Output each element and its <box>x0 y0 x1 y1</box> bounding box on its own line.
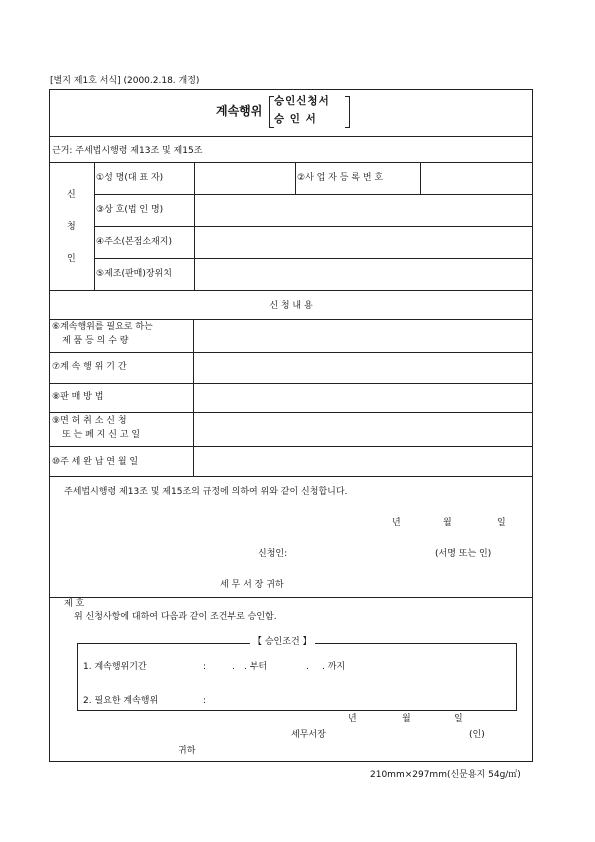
quantity-label-line1: ⑥계속행위를 필요로 하는 <box>52 322 153 332</box>
name-label: ①성 명(대 표 자) <box>96 173 164 183</box>
declaration-date-day: 일 <box>497 518 506 528</box>
divider <box>50 412 532 413</box>
condition-period-label: 1. 계속행위기간 <box>83 662 147 672</box>
declaration-date-month: 월 <box>443 518 452 528</box>
legal-basis: 근거: 주세법시행령 제13조 및 제15조 <box>52 146 203 156</box>
condition-period-colon: : <box>203 662 207 672</box>
tax-office-head: 세무서장 <box>291 730 326 740</box>
approval-number: 제 호 <box>64 599 85 609</box>
tax-paid-date-label: ⑩주 세 완 납 연 월 일 <box>52 457 139 467</box>
form-title: 계속행위 <box>216 104 263 118</box>
applicant-side-label-2: 청 <box>67 222 76 232</box>
condition-action-colon: : <box>203 696 207 706</box>
applicant-signature-label: 신청인: <box>258 549 288 559</box>
period-label: ⑦계 속 행 위 기 간 <box>52 362 127 372</box>
applicant-side-label-3: 인 <box>67 254 76 264</box>
divider <box>50 446 532 447</box>
approval-text: 위 신청사항에 대하여 다음과 같이 조건부로 승인함. <box>74 612 277 622</box>
title-option-approval: 승 인 서 <box>274 113 317 125</box>
applicant-side-label-1: 신 <box>67 190 76 200</box>
trade-name-label: ③상 호(법 인 명) <box>96 205 164 215</box>
quantity-label-line2: 제 품 등 의 수 량 <box>62 336 129 346</box>
approval-date-day: 일 <box>454 714 463 724</box>
conditions-title: 【 승인조건 】 <box>250 637 315 648</box>
divider <box>50 290 532 291</box>
approval-date-month: 월 <box>402 714 411 724</box>
approval-date-year: 년 <box>348 714 357 724</box>
sales-method-label: ⑧판 매 방 법 <box>52 392 104 402</box>
divider <box>50 162 532 163</box>
divider <box>295 162 296 194</box>
divider <box>94 258 532 259</box>
divider <box>94 194 532 195</box>
declaration-date-year: 년 <box>392 518 401 528</box>
title-option-application: 승인신청서 <box>274 95 330 107</box>
tax-office-addressee: 세 무 서 장 귀하 <box>220 580 284 590</box>
paper-spec: 210mm×297mm(신문용지 54g/㎡) <box>370 770 521 780</box>
divider <box>193 319 194 476</box>
divider <box>94 226 532 227</box>
divider <box>50 136 532 137</box>
condition-period-from: . 부터 <box>244 662 268 672</box>
divider <box>50 319 532 320</box>
condition-period-to: . 까지 <box>322 662 346 672</box>
condition-period-dot2: . <box>306 662 309 672</box>
divider <box>420 162 421 194</box>
divider <box>50 383 532 384</box>
license-label-line2: 또 는 폐 지 신 고 일 <box>62 430 141 440</box>
form-reference: [별지 제1호 서식] (2000.2.18. 개정) <box>50 76 200 86</box>
approval-seal: (인) <box>469 730 485 740</box>
license-label-line1: ⑨면 허 취 소 신 청 <box>52 416 127 426</box>
approval-recipient: 귀하 <box>178 746 196 756</box>
divider <box>50 597 532 598</box>
content-section-header: 신 청 내 용 <box>269 301 313 311</box>
factory-location-label: ⑤제조(판매)장위치 <box>96 269 172 279</box>
business-number-label: ②사 업 자 등 록 번 호 <box>297 173 384 183</box>
divider <box>50 352 532 353</box>
declaration-text: 주세법시행령 제13조 및 제15조의 규정에 의하여 위와 같이 신청합니다. <box>64 487 348 497</box>
address-label: ④주소(본점소재지) <box>96 237 172 247</box>
title-bracket-right <box>345 96 350 128</box>
condition-action-label: 2. 필요한 계속행위 <box>83 696 159 706</box>
divider <box>50 476 532 477</box>
condition-period-dot1: . <box>232 662 235 672</box>
signature-note: (서명 또는 인) <box>435 549 492 559</box>
